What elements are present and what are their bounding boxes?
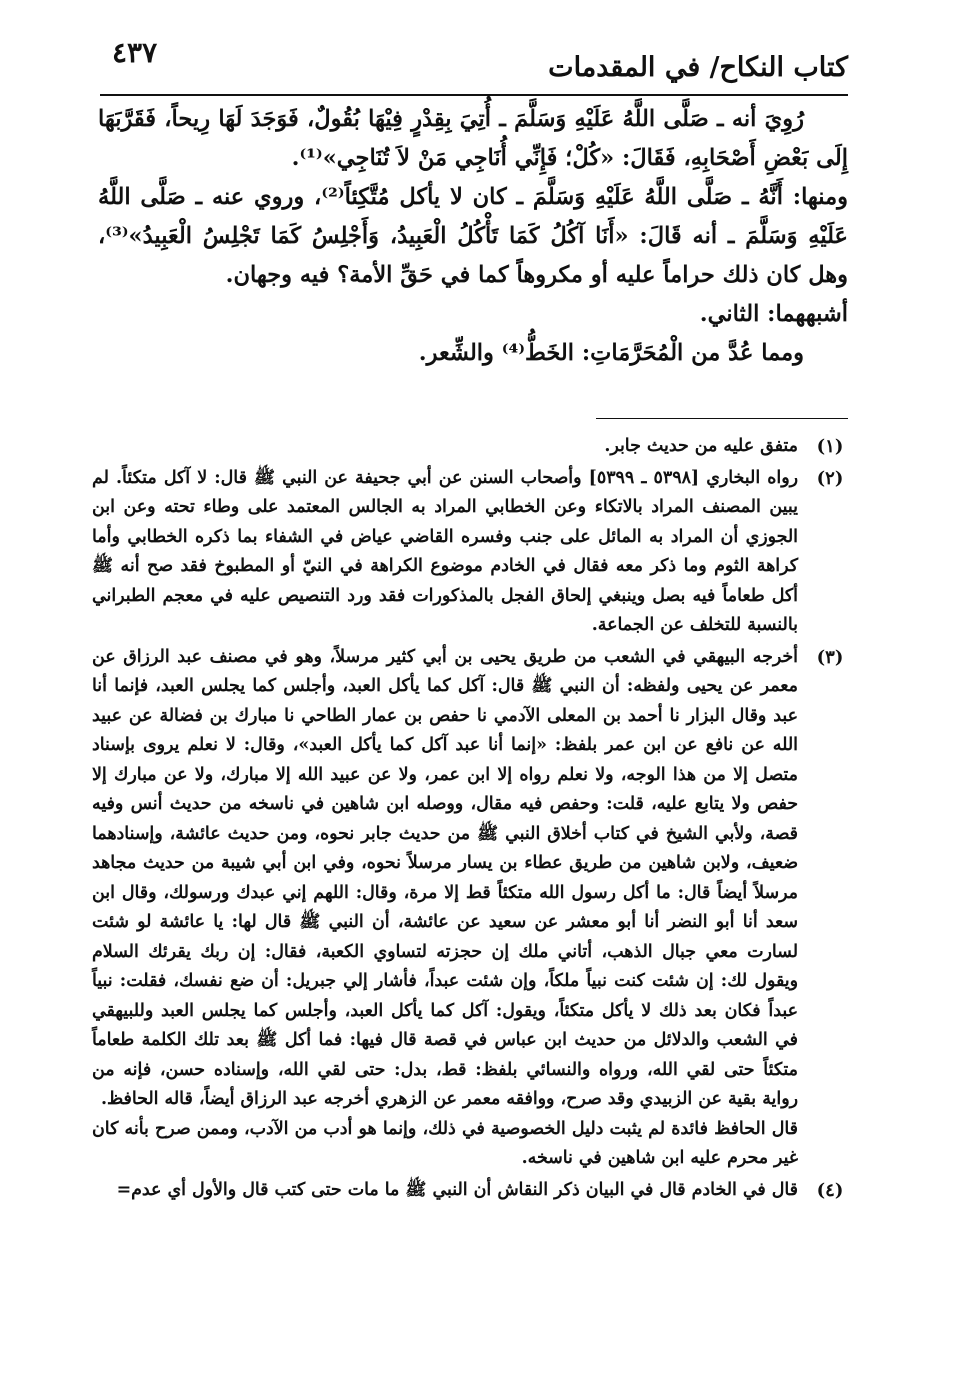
main-text [98, 100, 848, 373]
footnotes [92, 432, 852, 1207]
page-header [100, 30, 848, 96]
paragraph: ومنها: أَنَّهُ ـ صَلَّى اللَّهُ عَلَيْهِ وَسَلَّمَ ـ كان لا يأكل مُتَّكِئاً⁽²⁾، وروي عنه ـ صَلَّى اللَّهُ عَلَيْهِ وَسَلَّمَ ـ أنه قَالَ: «أَنَا آكُلُ كَمَا تَأْكُلُ الْعَبِيدُ، وَأَجْلِسُ كَمَا تَجْلِسُ الْعَبِيدُ»⁽³⁾، وهل كان ذلك حراماً عليه أو مكروهاً كما في حَقِّ الأمة؟ فيه وجهان. [98, 184, 848, 288]
footnote-number: (١) [816, 436, 844, 457]
running-title: كتاب النكاح/ في المقدمات [548, 52, 848, 83]
paragraph: أشبههما: الثاني. [699, 301, 848, 327]
footnote-2 [92, 464, 852, 641]
footnote-4 [92, 1176, 852, 1206]
footnote-divider [596, 418, 848, 419]
footnote-number: (٤) [816, 1179, 844, 1201]
paragraph: رُوِيَ أنه ـ صَلَّى اللَّهُ عَلَيْهِ وَسَلَّمَ ـ أُتِيَ بِقِدْرٍ فِيْهَا بُقُولٌ، فَوَجَدَ لَهَا رِيحاً، فَقَرَّبَهَا إِلَى بَعْضِ أَصْحَابِهِ، فَقَالَ: «كُلْ؛ فَإِنِّي أُنَاجِي مَنْ لاَ تُنَاجِي»⁽¹⁾. [98, 106, 848, 171]
footnote-text: رواه البخاري [٥٣٩٨ ـ ٥٣٩٩] وأصحاب السنن عن أبي جحيفة عن النبي ﷺ قال: لا آكل متكئاً. لم يبين المصنف المراد بالاتكاء وعن الخطابي المراد به الجالس المعتمد على وطاء تحته وعن ابن الجوزي أن المراد به المائل على جنب وفسره القاضي عياض في الشفاء بما ذكره الخطابي وأما كراهة الثوم وما ذكر معه فقال في الخادم موضوع الكراهة في النيّ أو المطبوخ فقد صح أنه ﷺ أكل طعاماً فيه بصل وينبغي إلحاق الفجل بالمذكورات فقد ورد التنصيص عليه في معجم الطبراني بالنسبة للتخلف عن الجماعة. [92, 467, 798, 635]
footnote-3 [92, 643, 852, 1174]
footnote-text: متفق عليه من حديث جابر. [604, 436, 798, 456]
footnote-number: (٢) [816, 467, 844, 489]
footnote-text: قال في الخادم قال في البيان ذكر النقاش أن النبي ﷺ ما مات حتى كتب قال والأول أي عدم= [116, 1179, 798, 1200]
footnote-1 [92, 432, 852, 462]
footnote-text: قال الحافظ فائدة لم يثبت دليل الخصوصية في ذلك، وإنما هو أدب من الآدب، وممن صرح بأنه كان غير محرم عليه ابن شاهين في ناسخه. [92, 1118, 798, 1168]
paragraph: ومما عُدَّ من الْمُحَرَّمَاتِ: الخَطُّ⁽⁴⁾ والشِّعر. [418, 340, 804, 366]
footnote-number: (٣) [816, 646, 844, 668]
footnote-text: أخرجه البيهقي في الشعب من طريق يحيى بن أبي كثير مرسلاً، وهو في مصنف عبد الرزاق عن معمر عن يحيى ولفظه: أن النبي ﷺ قال: آكل كما يأكل العبد، وأجلس كما يجلس العبد، فإنما أنا عبد وقال البزار نا أحمد بن المعلى الآدمي نا حفص بن عمار الطاحي نا مبارك بن فضالة عن عبيد الله عن نافع عن ابن عمر بلفظ: «إنما أنا عبد آكل كما يأكل العبد»، وقال: لا نعلم يروى بإسناد متصل إلا من هذا الوجه، ولا نعلم رواه إلا ابن عمر، ولا عن عبيد الله إلا مبارك، ولا عن مبارك إلا حفص ولا يتابع عليه، قلت: وحفص فيه مقال، ووصله ابن شاهين في ناسخه من حديث أنس وفيه قصة، ولأبي الشيخ في كتاب أخلاق النبي ﷺ من حديث جابر نحوه، ومن حديث عائشة، وإسنادهما ضعيف، ولابن شاهين من طريق عطاء بن يسار مرسلاً نحوه، وفي ابن أبي شيبة من حديث مجاهد مرسلاً أيضاً قال: ما أكل رسول الله متكئاً قط إلا مرة، وقال: اللهم إني عبدك ورسولك، وقال ابن سعد أنا أبو النضر أنا أبو معشر عن سعيد عن عائشة، أن النبي ﷺ قال لها: يا عائشة لو شئت لسارت معي جبال الذهب، أتاني ملك إن حجزته لتساوي الكعبة، فقال: إن ربك يقرئك السلام ويقول لك: إن شئت كنت نبياً ملكاً، وإن شئت عبداً، فأشار إلي جبريل: أن ضع نفسك، فقلت: نبياً عبداً فكان بعد ذلك لا يأكل متكئاً، ويقول: آكل كما يأكل العبد، وأجلس كما يجلس العبد وللبيهقي في الشعب والدلائل من حديث ابن عباس في قصة قال فيها: فما أكل ﷺ بعد تلك الكلمة طعاماً متكئاً حتى لقي الله، ورواه والنسائي بلفظ: قط، بدل: حتى لقي الله، وإسناده حسن، فإنه من رواية بقية عن الزبيدي وقد صرح، ووافقه معمر عن الزهري أخرجه عبد الرزاق أيضاً، قاله الحافظ. [92, 646, 798, 1109]
page-number: ٤٣٧ [112, 36, 158, 69]
